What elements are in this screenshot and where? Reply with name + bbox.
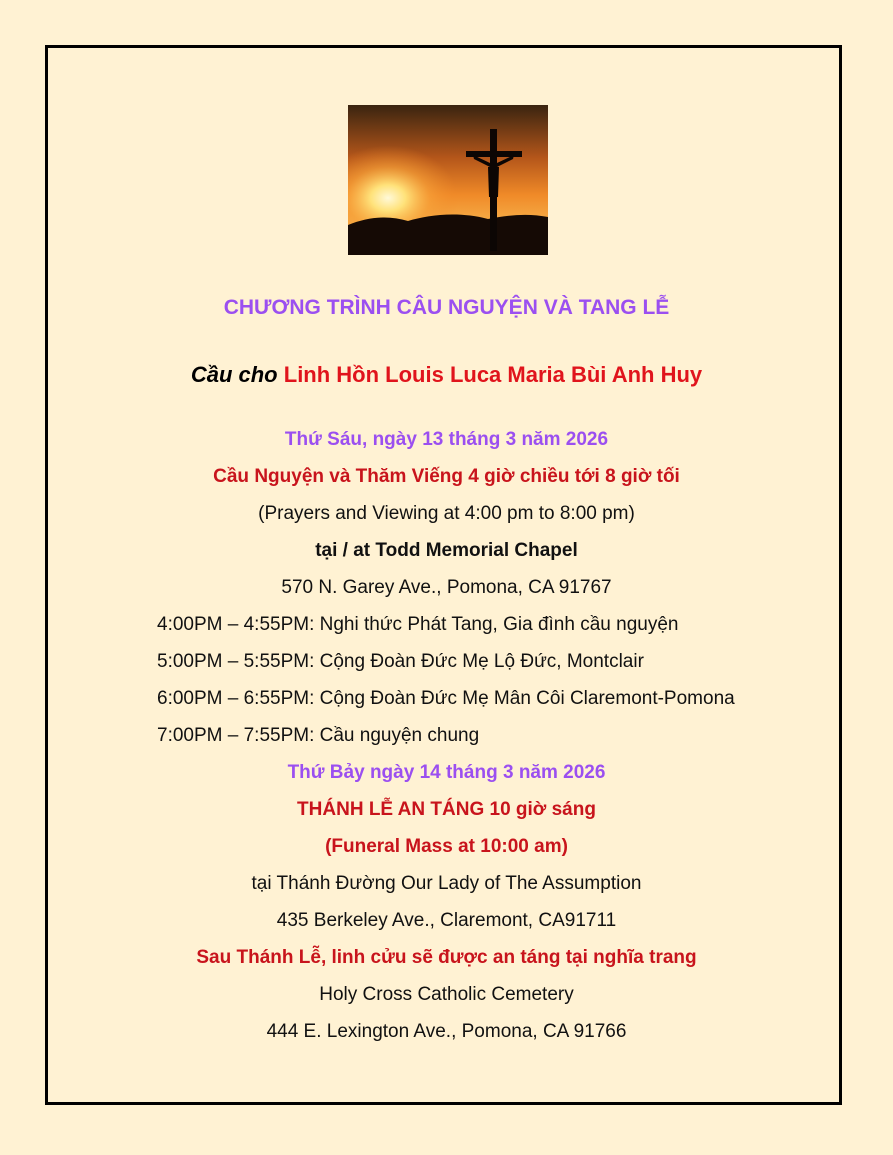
burial-note: Sau Thánh Lễ, linh cửu sẽ được an táng tại nghĩa trang bbox=[196, 947, 697, 968]
saturday-address: 435 Berkeley Ave., Claremont, CA91711 bbox=[276, 910, 617, 931]
cemetery-name: Holy Cross Catholic Cemetery bbox=[319, 984, 574, 1005]
friday-date: Thứ Sáu, ngày 13 tháng 3 năm 2026 bbox=[284, 429, 609, 450]
saturday-english: (Funeral Mass at 10:00 am) bbox=[325, 836, 568, 857]
saturday-date: Thứ Bảy ngày 14 tháng 3 năm 2026 bbox=[287, 762, 606, 783]
program-title: CHƯƠNG TRÌNH CÂU NGUYỆN VÀ TANG LỄ bbox=[223, 296, 670, 319]
friday-venue: tại / at Todd Memorial Chapel bbox=[315, 540, 578, 561]
schedule-item: 5:00PM – 5:55PM: Cộng Đoàn Đức Mẹ Lộ Đức, Montclair bbox=[157, 651, 644, 672]
schedule-item: 6:00PM – 6:55PM: Cộng Đoàn Đức Mẹ Mân Côi Claremont-Pomona bbox=[157, 688, 735, 709]
crucifix-sunset-image bbox=[348, 105, 548, 255]
saturday-venue: tại Thánh Đường Our Lady of The Assumption bbox=[251, 873, 642, 894]
friday-heading: Cầu Nguyện và Thăm Viếng 4 giờ chiều tới 8 giờ tối bbox=[213, 466, 680, 487]
friday-address: 570 N. Garey Ave., Pomona, CA 91767 bbox=[281, 577, 612, 598]
schedule-item: 7:00PM – 7:55PM: Cầu nguyện chung bbox=[157, 725, 480, 746]
dedication-line bbox=[0, 363, 893, 387]
dedication-prefix: Cầu cho bbox=[190, 362, 278, 387]
deceased-name: Linh Hồn Louis Luca Maria Bùi Anh Huy bbox=[283, 362, 703, 387]
saturday-heading: THÁNH LỄ AN TÁNG 10 giờ sáng bbox=[297, 799, 596, 820]
cemetery-address: 444 E. Lexington Ave., Pomona, CA 91766 bbox=[266, 1021, 627, 1042]
friday-english: (Prayers and Viewing at 4:00 pm to 8:00 pm) bbox=[258, 503, 635, 524]
schedule-item: 4:00PM – 4:55PM: Nghi thức Phát Tang, Gia đình cầu nguyện bbox=[157, 614, 679, 635]
